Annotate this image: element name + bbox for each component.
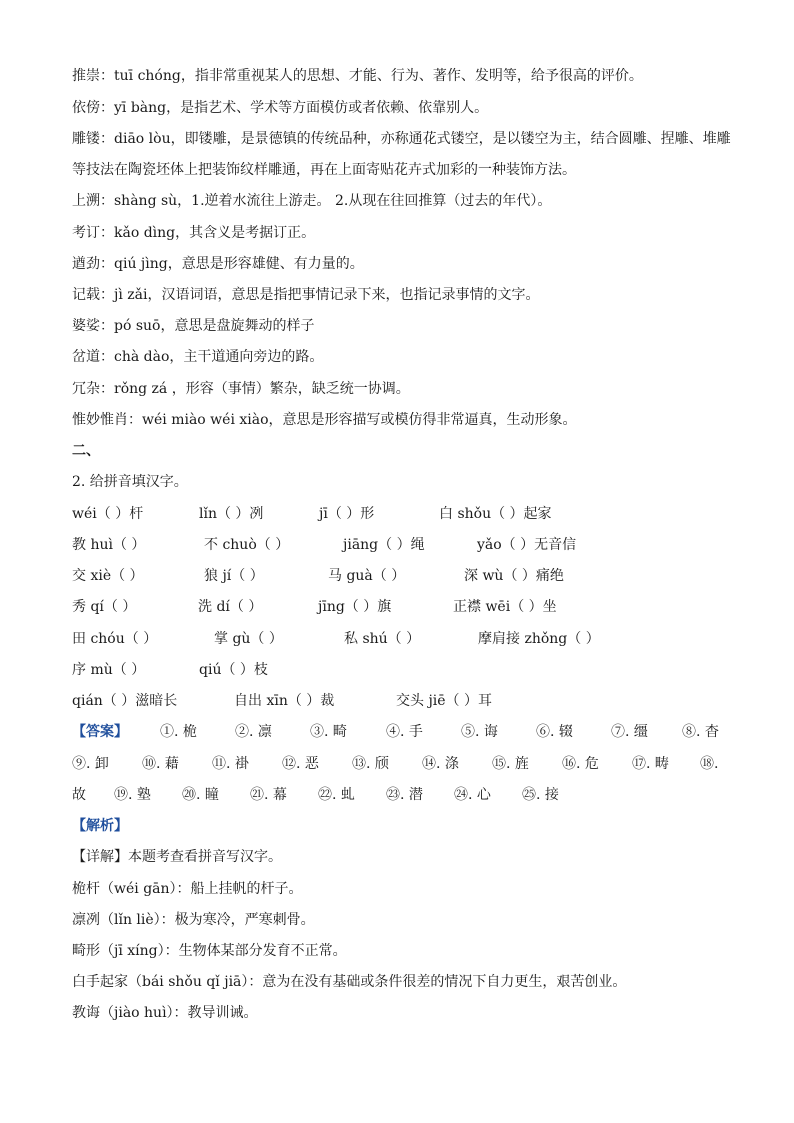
answer-item: ⑳. 瞳 xyxy=(182,787,219,803)
answer-item: ⑮. 旌 xyxy=(492,756,529,772)
fill-item: yǎo（ ）无音信 xyxy=(477,537,577,553)
fill-item: 深 wù（ ）痛绝 xyxy=(464,568,564,584)
answer-line xyxy=(72,753,722,775)
question-title: 2. 给拼音填汉字。 xyxy=(72,474,188,490)
fill-item: 掌 gù（ ） xyxy=(214,631,283,647)
fill-item: 自出 xīn（ ）裁 xyxy=(234,693,335,709)
fill-item: 摩肩接 zhǒng（ ） xyxy=(478,631,600,647)
definition-line: 惟妙惟肖：wéi miào wéi xiào，意思是形容描写或模仿得非常逼真，生动形象。 xyxy=(72,412,577,428)
definition-line: 等技法在陶瓷坯体上把装饰纹样雕通，再在上面寄贴花卉式加彩的一种装饰方法。 xyxy=(72,162,576,178)
fill-item: 白 shǒu（ ）起家 xyxy=(439,506,552,522)
answer-item: ⑤. 诲 xyxy=(461,724,498,740)
definition-line: 推崇：tuī chóng，指非常重视某人的思想、才能、行为、著作、发明等，给予很高的评价。 xyxy=(72,68,643,84)
answer-line xyxy=(72,784,722,806)
answer-item: ⑫. 恶 xyxy=(282,756,319,772)
definition-line: 婆娑：pó suō，意思是盘旋舞动的样子 xyxy=(72,318,315,334)
answer-item: ⑥. 辍 xyxy=(536,724,573,740)
fill-item: qiú（ ）枝 xyxy=(199,662,268,678)
answer-item: ⑯. 危 xyxy=(562,756,599,772)
answer-item: 故 xyxy=(72,787,86,803)
fill-row xyxy=(72,596,722,618)
answer-item: ㉓. 潜 xyxy=(386,787,423,803)
fill-row xyxy=(72,690,722,712)
fill-item: jīng（ ）旗 xyxy=(318,599,392,615)
answer-item: ⑩. 藉 xyxy=(142,756,179,772)
definition-line: 依傍：yī bàng，是指艺术、学术等方面模仿或者依赖、依靠别人。 xyxy=(72,100,489,116)
answer-item: ⑪. 褂 xyxy=(212,756,249,772)
detail-line: 【详解】本题考查看拼音写汉字。 xyxy=(72,849,282,865)
answer-item: ⑲. 塾 xyxy=(114,787,151,803)
fill-item: lǐn（ ）冽 xyxy=(199,506,264,522)
definition-line: 冗杂：rǒng zá ，形容（事情）繁杂，缺乏统一协调。 xyxy=(72,381,410,397)
fill-item: 教 huì（ ） xyxy=(72,537,146,553)
answer-item: ②. 凛 xyxy=(235,724,272,740)
answer-item: ⑦. 缰 xyxy=(611,724,648,740)
section-heading: 二、 xyxy=(72,443,100,459)
answer-item: ⑬. 颀 xyxy=(352,756,389,772)
explanation-line: 桅杆（wéi gān）：船上挂帆的杆子。 xyxy=(72,881,303,897)
answer-label: 【答案】 xyxy=(72,724,128,740)
fill-item: qián（ ）滋暗长 xyxy=(72,693,178,709)
fill-item: 马 guà（ ） xyxy=(328,568,406,584)
explanation-line: 凛冽（lǐn liè）：极为寒冷，严寒刺骨。 xyxy=(72,912,315,928)
fill-row xyxy=(72,565,722,587)
explanation-line: 教诲（jiào huì）：教导训诫。 xyxy=(72,1005,258,1021)
fill-item: 秀 qí（ ） xyxy=(72,599,137,615)
fill-row xyxy=(72,503,722,525)
fill-item: 私 shú（ ） xyxy=(344,631,421,647)
fill-item: 正襟 wēi（ ）坐 xyxy=(453,599,557,615)
analysis-label: 【解析】 xyxy=(72,818,128,834)
definition-line: 遒劲：qiú jìng，意思是形容雄健、有力量的。 xyxy=(72,256,364,272)
fill-item: jiāng（ ）绳 xyxy=(343,537,425,553)
fill-item: 交 xiè（ ） xyxy=(72,568,144,584)
answer-item: ③. 畸 xyxy=(310,724,347,740)
fill-row xyxy=(72,659,722,681)
answer-item: ⑧. 杳 xyxy=(682,724,719,740)
fill-item: 田 chóu（ ） xyxy=(72,631,158,647)
answer-item: ㉕. 接 xyxy=(522,787,559,803)
fill-item: 交头 jiē（ ）耳 xyxy=(396,693,493,709)
explanation-line: 白手起家（bái shǒu qǐ jiā）：意为在没有基础或条件很差的情况下自力更生，艰苦创业。 xyxy=(72,974,627,990)
answer-item: ⑨. 卸 xyxy=(72,756,109,772)
fill-item: 狼 jí（ ） xyxy=(204,568,264,584)
fill-item: wéi（ ）杆 xyxy=(72,506,144,522)
explanation-line: 畸形（jī xíng）：生物体某部分发育不正常。 xyxy=(72,943,347,959)
fill-row xyxy=(72,628,722,650)
definition-line: 考订：kǎo dìng，其含义是考据订正。 xyxy=(72,225,316,241)
answer-item: ⑰. 畴 xyxy=(632,756,669,772)
answer-item: ⑱. xyxy=(700,756,719,772)
fill-item: 洗 dí（ ） xyxy=(198,599,263,615)
definition-line: 上溯：shàng sù，1.逆着水流往上游走。 2.从现在往回推算（过去的年代）。 xyxy=(72,193,552,209)
fill-item: 序 mù（ ） xyxy=(72,662,146,678)
answer-item: ⑭. 涤 xyxy=(422,756,459,772)
definition-line: 岔道：chà dào，主干道通向旁边的路。 xyxy=(72,349,324,365)
answer-item: ㉒. 虬 xyxy=(318,787,355,803)
answer-item: ④. 手 xyxy=(386,724,423,740)
fill-item: jī（ ）形 xyxy=(319,506,375,522)
answer-line xyxy=(72,721,722,743)
fill-row xyxy=(72,534,722,556)
definition-line: 记载：jì zǎi，汉语词语，意思是指把事情记录下来，也指记录事情的文字。 xyxy=(72,287,540,303)
answer-item: ①. 桅 xyxy=(160,724,197,740)
fill-item: 不 chuò（ ） xyxy=(204,537,290,553)
answer-item: ㉑. 幕 xyxy=(250,787,287,803)
definition-line: 雕镂：diāo lòu，即镂雕，是景德镇的传统品种，亦称通花式镂空，是以镂空为主，结合圆雕、捏雕、堆雕 xyxy=(72,131,731,147)
answer-item: ㉔. 心 xyxy=(454,787,491,803)
